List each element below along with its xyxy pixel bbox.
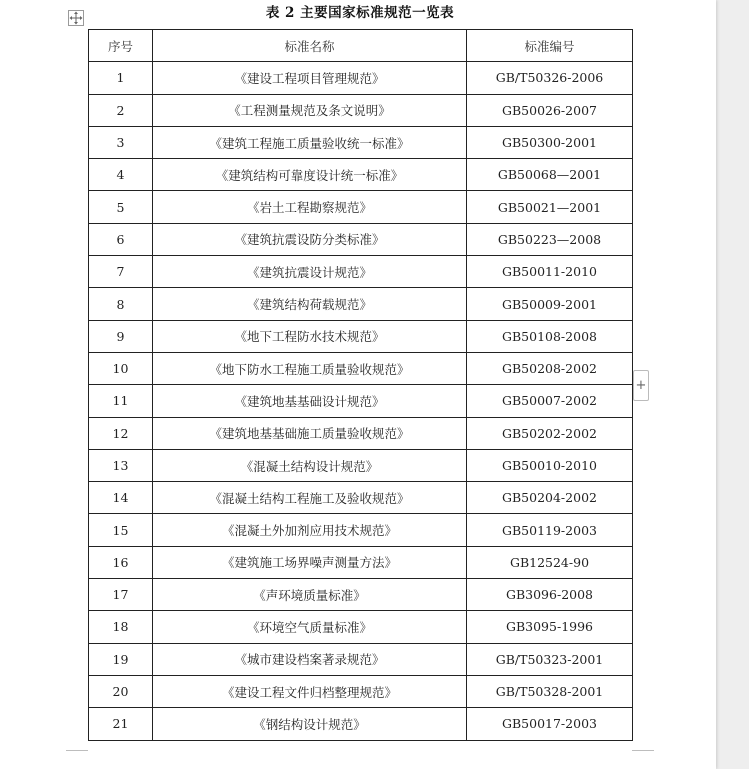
cell-standard-code: GB/T50326-2006 — [467, 62, 633, 94]
table-row — [89, 385, 633, 417]
cell-standard-code: GB50208-2002 — [467, 352, 633, 384]
table-row — [89, 708, 633, 740]
table-caption: 表 2 主要国家标准规范一览表 — [265, 5, 455, 21]
cell-index: 13 — [89, 449, 153, 481]
table-row — [89, 675, 633, 707]
cell-index: 8 — [89, 288, 153, 320]
cell-standard-code: GB50007-2002 — [467, 385, 633, 417]
cell-index: 4 — [89, 159, 153, 191]
page-corner-mark-right — [632, 750, 654, 751]
cell-index: 6 — [89, 223, 153, 255]
standards-table — [88, 29, 633, 741]
cell-standard-name: 《混凝土外加剂应用技术规范》 — [153, 514, 467, 546]
header-standard-code: 标准编号 — [467, 30, 633, 62]
cell-standard-code: GB50026-2007 — [467, 94, 633, 126]
cell-standard-name: 《建筑结构可靠度设计统一标准》 — [153, 159, 467, 191]
cell-index: 17 — [89, 579, 153, 611]
table-row — [89, 643, 633, 675]
header-index: 序号 — [89, 30, 153, 62]
table-row — [89, 94, 633, 126]
header-standard-name: 标准名称 — [153, 30, 467, 62]
cell-standard-code: GB50021—2001 — [467, 191, 633, 223]
cell-standard-code: GB50204-2002 — [467, 482, 633, 514]
cell-index: 15 — [89, 514, 153, 546]
cell-index: 9 — [89, 320, 153, 352]
cell-standard-code: GB12524-90 — [467, 546, 633, 578]
table-row — [89, 579, 633, 611]
cell-index: 19 — [89, 643, 153, 675]
cell-standard-code: GB50300-2001 — [467, 126, 633, 158]
cell-standard-code: GB50010-2010 — [467, 449, 633, 481]
cell-standard-name: 《钢结构设计规范》 — [153, 708, 467, 740]
cell-index: 12 — [89, 417, 153, 449]
table-row — [89, 546, 633, 578]
cell-standard-name: 《城市建设档案著录规范》 — [153, 643, 467, 675]
cell-standard-code: GB50223—2008 — [467, 223, 633, 255]
cell-standard-code: GB50108-2008 — [467, 320, 633, 352]
cell-standard-name: 《建筑地基基础施工质量验收规范》 — [153, 417, 467, 449]
cell-standard-code: GB3095-1996 — [467, 611, 633, 643]
cell-standard-name: 《建设工程项目管理规范》 — [153, 62, 467, 94]
cell-index: 1 — [89, 62, 153, 94]
cell-standard-name: 《建筑工程施工质量验收统一标准》 — [153, 126, 467, 158]
cell-standard-code: GB/T50323-2001 — [467, 643, 633, 675]
cell-index: 16 — [89, 546, 153, 578]
table-row — [89, 62, 633, 94]
cell-standard-name: 《环境空气质量标准》 — [153, 611, 467, 643]
table-row — [89, 288, 633, 320]
cell-standard-name: 《声环境质量标准》 — [153, 579, 467, 611]
cell-standard-code: GB3096-2008 — [467, 579, 633, 611]
cell-index: 14 — [89, 482, 153, 514]
cell-index: 10 — [89, 352, 153, 384]
cell-standard-code: GB50119-2003 — [467, 514, 633, 546]
cell-index: 18 — [89, 611, 153, 643]
cell-standard-code: GB50017-2003 — [467, 708, 633, 740]
cell-index: 5 — [89, 191, 153, 223]
cell-standard-name: 《岩土工程勘察规范》 — [153, 191, 467, 223]
table-row — [89, 320, 633, 352]
cell-standard-code: GB50068—2001 — [467, 159, 633, 191]
cell-standard-name: 《建筑施工场界噪声测量方法》 — [153, 546, 467, 578]
table-row — [89, 352, 633, 384]
table-row — [89, 449, 633, 481]
table-row — [89, 482, 633, 514]
cell-standard-code: GB/T50328-2001 — [467, 675, 633, 707]
cell-standard-name: 《地下工程防水技术规范》 — [153, 320, 467, 352]
move-arrows-icon — [69, 11, 83, 25]
table-header-row — [89, 30, 633, 62]
table-row — [89, 223, 633, 255]
table-row — [89, 514, 633, 546]
cell-index: 7 — [89, 256, 153, 288]
cell-index: 2 — [89, 94, 153, 126]
cell-standard-name: 《建筑抗震设计规范》 — [153, 256, 467, 288]
cell-standard-name: 《混凝土结构工程施工及验收规范》 — [153, 482, 467, 514]
cell-index: 11 — [89, 385, 153, 417]
table-row — [89, 256, 633, 288]
cell-standard-code: GB50202-2002 — [467, 417, 633, 449]
cell-standard-code: GB50011-2010 — [467, 256, 633, 288]
cell-standard-name: 《建筑抗震设防分类标准》 — [153, 223, 467, 255]
cell-standard-name: 《建设工程文件归档整理规范》 — [153, 675, 467, 707]
table-row — [89, 191, 633, 223]
cell-standard-name: 《地下防水工程施工质量验收规范》 — [153, 352, 467, 384]
cell-index: 3 — [89, 126, 153, 158]
cell-standard-name: 《混凝土结构设计规范》 — [153, 449, 467, 481]
cell-index: 20 — [89, 675, 153, 707]
page-corner-mark-left — [66, 750, 88, 751]
table-row — [89, 159, 633, 191]
table-row — [89, 611, 633, 643]
cell-standard-name: 《建筑地基基础设计规范》 — [153, 385, 467, 417]
cell-standard-name: 《建筑结构荷载规范》 — [153, 288, 467, 320]
table-row — [89, 126, 633, 158]
cell-standard-name: 《工程测量规范及条文说明》 — [153, 94, 467, 126]
table-move-handle-icon[interactable] — [68, 10, 84, 26]
add-row-button[interactable]: + — [633, 370, 649, 401]
table-row — [89, 417, 633, 449]
cell-standard-code: GB50009-2001 — [467, 288, 633, 320]
cell-index: 21 — [89, 708, 153, 740]
